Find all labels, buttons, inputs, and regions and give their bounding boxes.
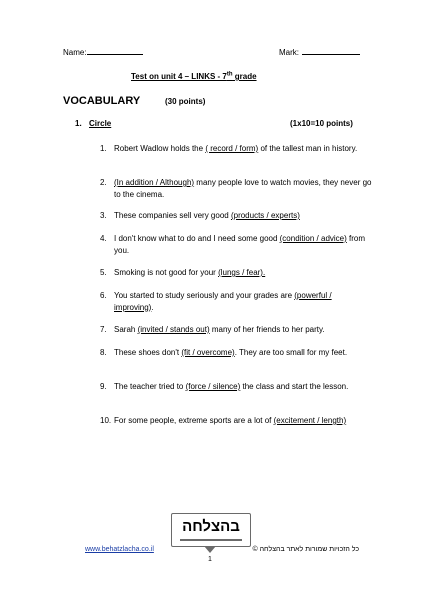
question-after: the class and start the lesson. [240, 382, 349, 391]
question-after: . [151, 302, 154, 312]
part-title: Circle [89, 119, 112, 128]
footer-link[interactable] [85, 545, 154, 555]
logo-text: בהצלחה [182, 518, 240, 535]
question-before: For some people, extreme sports are a lot of [114, 416, 274, 425]
question-number: 7. [100, 325, 107, 334]
name-field [63, 46, 143, 58]
section-points: (30 points) [165, 97, 206, 106]
question-after: . They are too small for my feet. [234, 348, 348, 357]
answer-choice[interactable]: (force / silence) [185, 382, 241, 391]
behatzlacha-logo [171, 513, 251, 547]
question-after: of the tallest man in history. [258, 144, 358, 153]
title-suffix: grade [232, 72, 257, 81]
title-sup: th [226, 71, 233, 78]
question-number: 8. [100, 348, 107, 357]
answer-choice[interactable]: (In addition / Although) [114, 178, 195, 187]
question-text [102, 143, 372, 155]
question-text [102, 177, 372, 200]
name-blank[interactable] [87, 46, 143, 55]
question-1 [102, 143, 372, 155]
question-2 [102, 177, 372, 200]
question-9 [102, 381, 372, 393]
part-points: (1x10=10 points) [290, 119, 353, 128]
question-after: many people love to watch movies, they never go to the cinema. [114, 178, 372, 199]
question-after: many of her friends to her party. [209, 325, 325, 334]
answer-choice[interactable]: ( record / form) [205, 144, 259, 153]
answer-choice[interactable]: (invited / stands out) [137, 325, 210, 334]
footer-link-text[interactable]: www.behatzlacha.co.il [85, 546, 154, 553]
footer-copyright: כל הזכויות שמורות לאתר בהצלחה © [252, 546, 359, 553]
question-text [102, 415, 372, 427]
question-text [102, 347, 372, 359]
answer-choice[interactable]: (products / experts) [230, 211, 300, 220]
question-before: These shoes don't [114, 348, 182, 357]
question-before: Robert Wadlow holds the [114, 144, 206, 153]
question-number: 2. [100, 178, 107, 187]
question-number: 9. [100, 382, 107, 391]
question-7 [102, 324, 372, 336]
question-number: 10. [100, 416, 112, 425]
question-5 [102, 267, 372, 279]
question-3 [102, 210, 372, 222]
question-text [102, 290, 372, 313]
mark-blank[interactable] [302, 46, 360, 55]
question-4 [102, 233, 372, 256]
question-text [102, 267, 372, 279]
question-before: These companies sell very good [114, 211, 231, 220]
name-label: Name: [63, 48, 87, 57]
question-text [102, 233, 372, 256]
question-text [102, 210, 372, 222]
question-before: I don't know what to do and I need some good [114, 234, 280, 243]
logo-bar [180, 539, 242, 541]
question-10 [102, 415, 372, 427]
question-6 [102, 290, 372, 313]
question-number: 3. [100, 211, 107, 220]
question-number: 4. [100, 234, 107, 243]
title-main: Test on unit 4 – LINKS - 7 [131, 72, 227, 81]
answer-choice[interactable]: (condition / advice) [279, 234, 347, 243]
answer-choice[interactable]: (lungs / fear). [218, 268, 266, 277]
question-text [102, 324, 372, 336]
question-8 [102, 347, 372, 359]
question-before: Sarah [114, 325, 138, 334]
answer-choice[interactable]: (powerful / improving) [114, 291, 332, 312]
answer-choice[interactable]: (excitement / length) [273, 416, 347, 425]
part-number: 1. [75, 119, 82, 128]
question-number: 5. [100, 268, 107, 277]
question-number: 6. [100, 291, 107, 300]
mark-field [279, 46, 360, 58]
logo-tail [204, 546, 216, 553]
mark-label: Mark: [279, 48, 299, 57]
question-before: The teacher tried to [114, 382, 186, 391]
question-after: from you. [114, 234, 366, 255]
page-number: 1 [208, 556, 212, 563]
page-title [131, 71, 257, 82]
section-heading [63, 94, 140, 108]
question-text [102, 381, 372, 393]
section-title: VOCABULARY [63, 95, 141, 107]
question-before: Smoking is not good for your [114, 268, 219, 277]
answer-choice[interactable]: (fit / overcome) [181, 348, 235, 357]
question-before: You started to study seriously and your grades are [114, 291, 295, 300]
question-number: 1. [100, 144, 107, 153]
